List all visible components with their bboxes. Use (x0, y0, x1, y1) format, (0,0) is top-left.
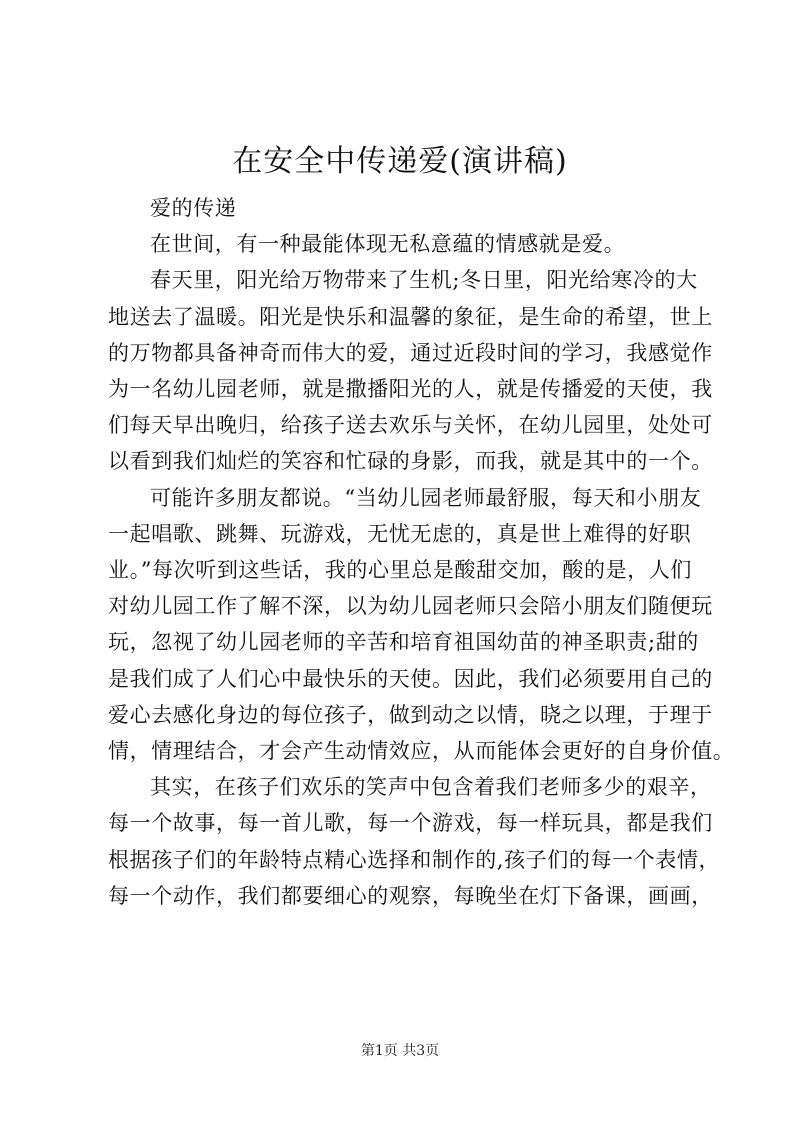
paragraph-5 (108, 769, 721, 914)
paragraph-4 (108, 480, 735, 770)
text-line: 为一名幼儿园老师，就是撒播阳光的人，就是传播爱的天使，我 (108, 377, 713, 402)
page-footer: 第1页 共3页 (360, 1043, 440, 1059)
text-line: 的万物都具备神奇而伟大的爱，通过近段时间的学习，我感觉作 (108, 340, 713, 365)
text-line: 每一个故事，每一首儿歌，每一个游戏，每一样玩具，都是我们 (108, 811, 713, 836)
text-line: 玩，忽视了幼儿园老师的辛苦和培育祖国幼苗的神圣职责;甜的 (108, 630, 699, 655)
text-line: 一起唱歌、跳舞、玩游戏，无忧无虑的，真是世上难得的好职 (108, 521, 692, 546)
text-line: 情，情理结合，才会产生动情效应，从而能体会更好的自身价值。 (108, 739, 735, 764)
text-line: 其实，在孩子们欢乐的笑声中包含着我们老师多少的艰辛， (150, 775, 712, 800)
paragraph-1 (108, 190, 718, 226)
text-line: 们每天早出晚归，给孩子送去欢乐与关怀，在幼儿园里，处处可 (108, 413, 713, 438)
text-line: 爱心去感化身边的每位孩子，做到动之以情，晓之以理，于理于 (108, 702, 713, 727)
text-line: 根据孩子们的年龄特点精心选择和制作的,孩子们的每一个表情， (108, 847, 721, 872)
document-body (108, 190, 735, 914)
text-line: 地送去了温暖。阳光是快乐和温馨的象征，是生命的希望，世上 (108, 304, 713, 329)
text-line: 对幼儿园工作了解不深，以为幼儿园老师只会陪小朋友们随便玩 (108, 594, 713, 619)
text-line: 以看到我们灿烂的笑容和忙碌的身影，而我，就是其中的一个。 (108, 449, 713, 474)
text-line: 是我们成了人们心中最快乐的天使。因此，我们必须要用自己的 (108, 666, 713, 691)
text-line: 业。”每次听到这些话，我的心里总是酸甜交加，酸的是，人们 (108, 558, 693, 583)
text-line: 在世间，有一种最能体现无私意蕴的情感就是爱。 (150, 232, 626, 257)
paragraph-3 (108, 262, 718, 479)
text-line: 可能许多朋友都说。“当幼儿园老师最舒服，每天和小朋友 (150, 485, 702, 510)
document-title: 在安全中传递爱(演讲稿) (232, 144, 568, 179)
text-line: 春天里，阳光给万物带来了生机;冬日里，阳光给寒冷的大 (150, 268, 698, 293)
paragraph-2 (108, 226, 718, 262)
text-line: 每一个动作，我们都要细心的观察，每晚坐在灯下备课，画画， (108, 883, 713, 908)
text-line: 爱的传递 (150, 196, 237, 220)
